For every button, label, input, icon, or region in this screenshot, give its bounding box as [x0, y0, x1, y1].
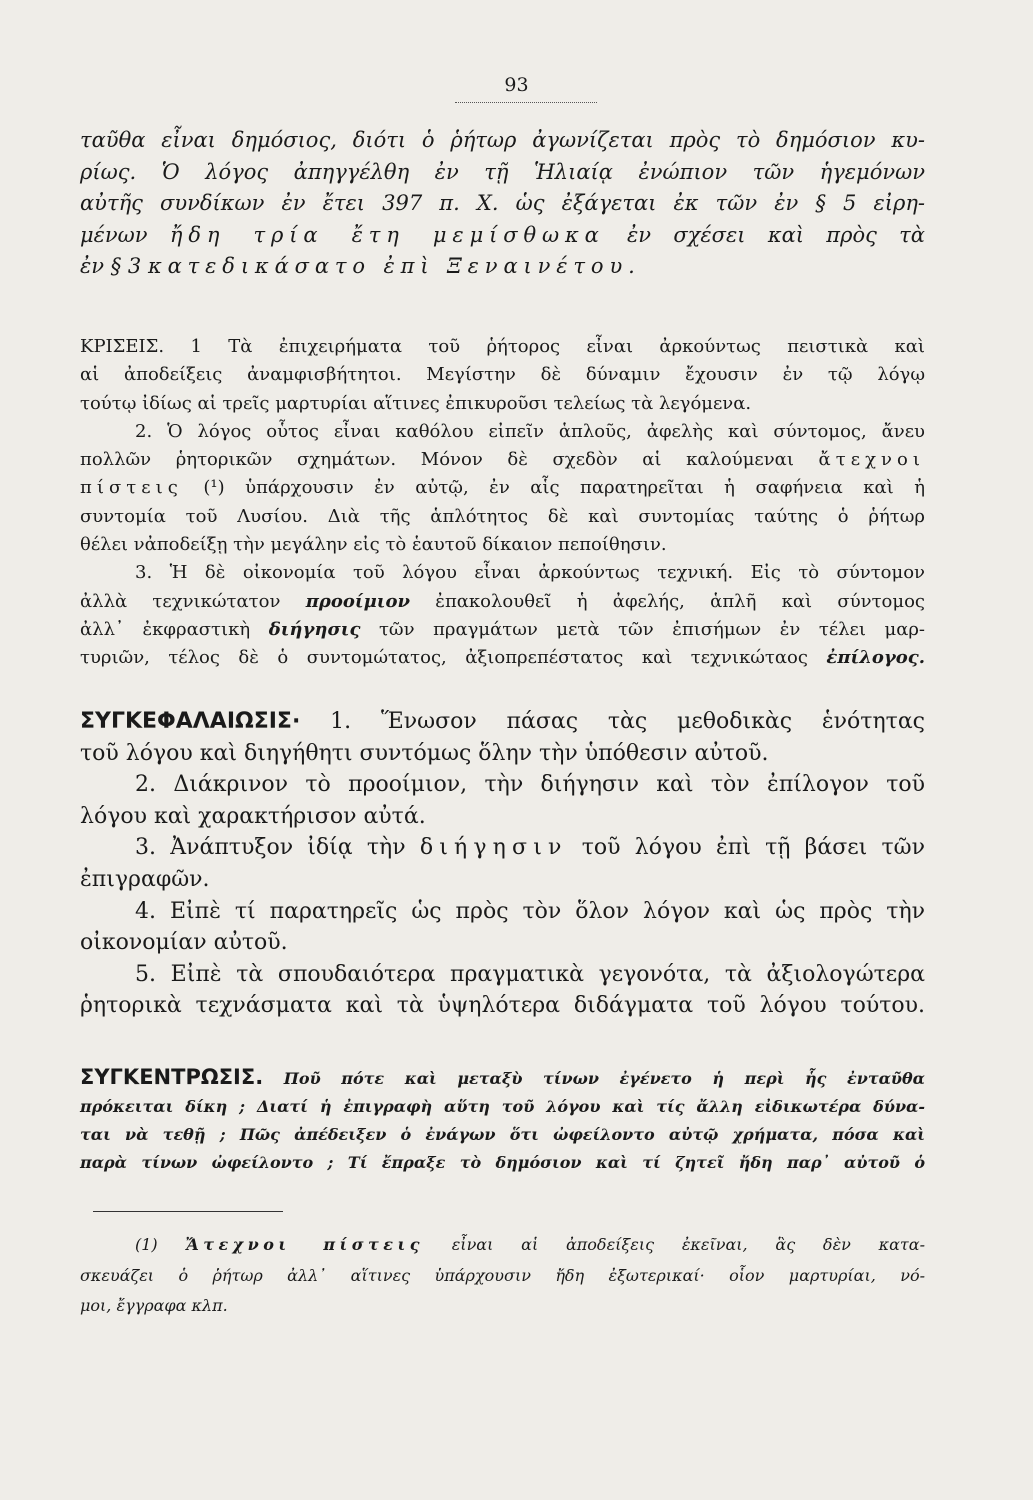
text-fragment: Ποῦ πότε καὶ μεταξὺ τίνων ἐγένετο ἡ περὶ ἧς ἐνταῦθα	[283, 1069, 925, 1088]
text-fragment: 1. Ἕνωσον πάσας τὰς μεθοδικὰς ἑνότητας	[330, 709, 926, 734]
text-line	[80, 832, 925, 864]
text-line: αἱ ἀποδείξεις ἀναμφισβήτητοι. Μεγίστην δὲ δύναμιν ἔχουσιν ἐν τῷ λόγῳ	[80, 364, 925, 386]
emphasis-term: προοίμιον	[305, 590, 410, 612]
intro-paragraph	[80, 125, 925, 283]
text-line: 3. Ἡ δὲ οἰκονομία τοῦ λόγου εἶναι ἀρκούντως τεχνική. Εἰς τὸ σύντομον	[135, 562, 925, 584]
text-line: λόγου καὶ χαρακτήρισον αὐτά.	[80, 803, 426, 829]
spaced-quote: κατεδικάσατο ἐπὶ Ξεναινέτου.	[147, 254, 641, 278]
footnote	[80, 1230, 925, 1322]
text-fragment: ἀλλὰ τεχνικώτατον	[80, 590, 281, 612]
footnote-divider	[93, 1211, 283, 1212]
text-line	[80, 251, 925, 283]
text-fragment: εἶναι αἱ ἀποδείξεις ἐκεῖναι, ἃς δὲν κατα-	[451, 1235, 925, 1254]
text-line: 2. Διάκρινον τὸ προοίμιον, τὴν διήγησιν καὶ τὸν ἐπίλογον τοῦ	[135, 772, 925, 798]
text-line: τούτῳ ἰδίως αἱ τρεῖς μαρτυρίαι αἵτινες ἐπικυροῦσι τελείως τὰ λεγόμενα.	[80, 392, 752, 414]
text-fragment: ἐν § 3	[80, 254, 142, 278]
spaced-term: διήγησιν	[419, 835, 568, 861]
spaced-term: πίστεις	[80, 477, 183, 499]
text-fragment: ἐν σχέσει καὶ πρὸς τὰ	[627, 222, 925, 247]
page-number: 93	[504, 74, 529, 96]
emphasis-term: ἐπίλογος.	[826, 647, 925, 669]
text-fragment: (¹) ὑπάρχουσιν ἐν αὐτῷ, ἐν αἷς παρατηρεῖται ἡ σαφήνεια καὶ ἡ	[203, 477, 925, 499]
text-line: 4. Εἰπὲ τί παρατηρεῖς ὡς πρὸς τὸν ὅλον λόγον καὶ ὡς πρὸς τὴν	[135, 898, 925, 924]
emphasis-term: διήγησις	[268, 618, 361, 640]
kriseis-section	[80, 333, 925, 673]
text-fragment: τοῦ λόγου ἐπὶ τῇ βάσει τῶν	[581, 835, 925, 861]
section-heading: ΚΡΙΣΕΙΣ.	[80, 336, 165, 357]
text-line	[80, 474, 925, 502]
text-line: πρόκειται δίκη ; Διατί ἡ ἐπιγραφὴ αὕτη τοῦ λόγου καὶ τίς ἄλλη εἰδικωτέρα δύνα-	[80, 1097, 925, 1116]
text-line	[80, 616, 925, 644]
text-line: ται νὰ τεθῇ ; Πῶς ἀπέδειξεν ὁ ἐνάγων ὅτι ὠφείλοντο αὐτῷ χρήματα, πόσα καὶ	[80, 1125, 925, 1144]
text-line: μοι, ἔγγραφα κλπ.	[80, 1296, 228, 1315]
text-line	[80, 588, 925, 616]
text-line: ῥητορικὰ τεχνάσματα καὶ τὰ ὑψηλότερα διδάγματα τοῦ λόγου τούτου.	[80, 993, 925, 1019]
text-line	[80, 706, 925, 738]
section-heading: ΣΥΓΚΕΝΤΡΩΣΙΣ.	[80, 1065, 264, 1089]
text-fragment: μένων	[80, 222, 148, 247]
text-line: θέλει νἀποδείξῃ τὴν μεγάλην εἰς τὸ ἑαυτοῦ δίκαιον πεποίθησιν.	[80, 534, 667, 556]
text-line	[80, 1230, 925, 1261]
text-fragment: πολλῶν ῥητορικῶν σχημάτων. Μόνον δὲ σχεδὸν αἱ καλούμεναι	[80, 449, 794, 471]
text-line: ταῦθα εἶναι δημόσιος, διότι ὁ ῥήτωρ ἀγωνίζεται πρὸς τὸ δημόσιον κυ-	[80, 128, 925, 152]
spaced-term: Ἄτεχνοι πίστεις	[185, 1235, 424, 1254]
text-fragment: τῶν πραγμάτων μετὰ τῶν ἐπισήμων ἐν τέλει μαρ-	[378, 618, 926, 640]
text-fragment: 1 Τὰ ἐπιχειρήματα τοῦ ῥήτορος εἶναι ἀρκούντως πειστικὰ καὶ	[190, 336, 925, 357]
synkefalaiosis-section	[80, 706, 925, 1022]
text-fragment: ἐπακολουθεῖ ἡ ἀφελής, ἁπλῆ καὶ σύντομος	[435, 590, 925, 612]
text-line: παρὰ τίνων ὠφείλοντο ; Τί ἔπραξε τὸ δημόσιον καὶ τί ζητεῖ ἤδη παρ᾽ αὐτοῦ ὁ	[80, 1153, 925, 1172]
text-fragment: τυριῶν, τέλος δὲ ὁ συντομώτατος, ἀξιοπρεπέστατος καὶ τεχνικώταος	[80, 647, 808, 669]
section-heading: ΣΥΓΚΕΦΑΛΑΙΩΣΙΣ·	[80, 709, 301, 734]
text-line	[80, 220, 925, 252]
synkentrosis-section	[80, 1063, 925, 1177]
spaced-term: ἄτεχνοι	[818, 449, 925, 471]
spaced-quote: ἤδη τρία ἔτη μεμίσθωκα	[169, 222, 605, 247]
footnote-marker: (1)	[135, 1235, 158, 1254]
text-line: συντομία τοῦ Λυσίου. Διὰ τῆς ἁπλότητος δὲ καὶ συντομίας ταύτης ὁ ῥήτωρ	[80, 505, 925, 527]
text-line	[80, 644, 925, 672]
text-line: σκευάζει ὁ ῥήτωρ ἀλλ᾽ αἵτινες ὑπάρχουσιν ἤδη ἐξωτερικαί· οἷον μαρτυρίαι, νό-	[80, 1265, 925, 1285]
text-line: ἐπιγραφῶν.	[80, 866, 210, 892]
text-line: τοῦ λόγου καὶ διηγήθητι συντόμως ὅλην τὴν ὑπόθεσιν αὐτοῦ.	[80, 740, 769, 766]
text-line	[80, 1063, 925, 1093]
text-line: αὐτῆς συνδίκων ἐν ἔτει 397 π. Χ. ὡς ἐξάγεται ἐκ τῶν ἐν § 5 εἰρη-	[80, 191, 925, 215]
text-line: οἰκονομίαν αὐτοῦ.	[80, 930, 288, 956]
text-fragment: ἀλλ᾽ ἐκφραστικὴ	[80, 618, 251, 640]
text-line	[80, 446, 925, 474]
text-fragment: 3. Ἀνάπτυξον ἰδίᾳ τὴν	[135, 835, 406, 861]
text-line: 5. Εἰπὲ τὰ σπουδαιότερα πραγματικὰ γεγονότα, τὰ ἀξιολογώτερα	[135, 961, 925, 987]
text-line: ρίως. Ὁ λόγος ἀπηγγέλθη ἐν τῇ Ἡλιαίᾳ ἐνώπιον τῶν ἡγεμόνων	[80, 159, 925, 184]
text-line	[80, 333, 925, 361]
header-divider	[455, 102, 597, 103]
text-line: 2. Ὁ λόγος οὗτος εἶναι καθόλου εἰπεῖν ἁπλοῦς, ἀφελὴς καὶ σύντομος, ἄνευ	[135, 420, 925, 442]
